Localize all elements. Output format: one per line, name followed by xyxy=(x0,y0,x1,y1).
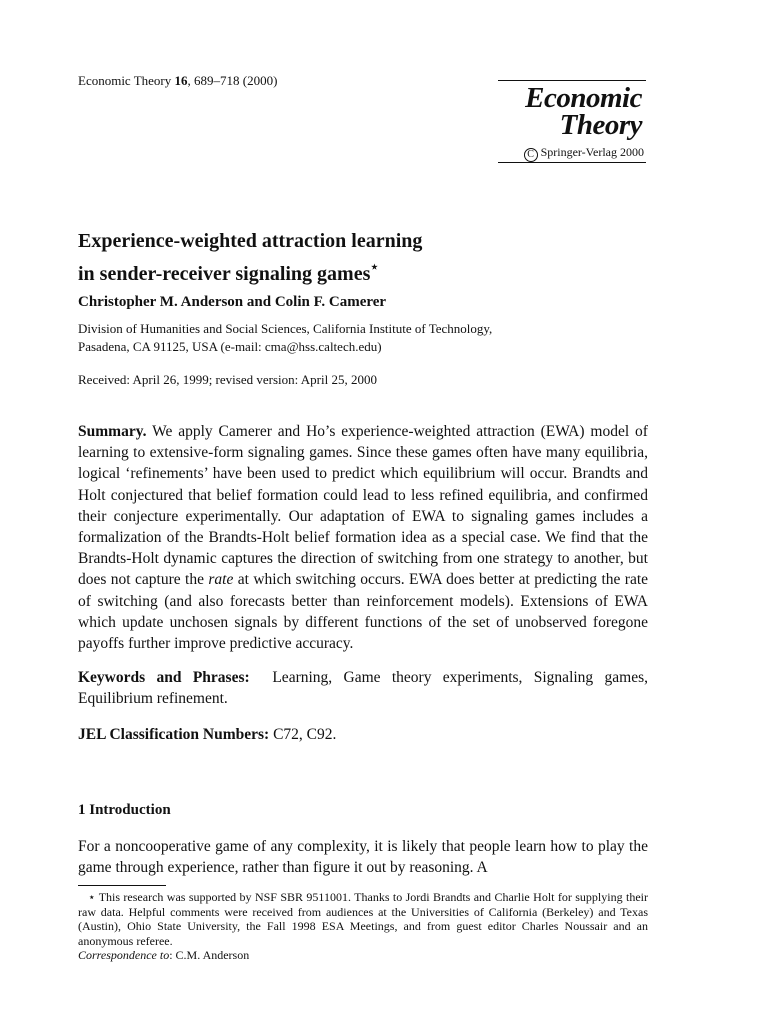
footnote-mark: ⋆ xyxy=(88,890,96,904)
logo-copyright xyxy=(524,145,644,162)
correspondence-label: Correspondence to xyxy=(78,948,170,962)
journal-logo xyxy=(498,80,646,170)
copyright-icon: C xyxy=(524,148,538,162)
logo-top-rule xyxy=(498,80,646,81)
affiliation-line-2: Pasadena, CA 91125, USA (e-mail: cma@hss.caltech.edu) xyxy=(78,339,382,354)
journal-volume: 16 xyxy=(174,73,188,88)
received-dates: Received: April 26, 1999; revised version: April 25, 2000 xyxy=(78,372,377,387)
title-footnote-mark: ⋆ xyxy=(370,259,379,274)
article-title xyxy=(78,228,422,287)
journal-citation xyxy=(78,73,277,89)
keywords-paragraph xyxy=(78,667,648,709)
section-heading-introduction: 1 Introduction xyxy=(78,802,171,818)
jel-classification xyxy=(78,726,336,744)
journal-name: Economic Theory xyxy=(78,73,172,88)
summary-text-b: at which switching occurs. EWA does better at predicting the rate of switching (and also forecasts better than reinforcement models). Extensions of EWA which update unchosen signals by different functions of the set of unobserved foregone payoffs further improve predictive accuracy. xyxy=(78,571,649,653)
logo-word-economic: Economic xyxy=(525,82,642,114)
footnote xyxy=(78,890,648,948)
keywords-label: Keywords and Phrases: xyxy=(78,669,250,686)
journal-pages: , 689–718 (2000) xyxy=(187,73,278,88)
footnote-text: This research was supported by NSF SBR 9511001. Thanks to Jordi Brandts and Charlie Holt for supplying their raw data. Helpful comments were received from audiences at the Universities of California (Berkeley) and Texas (Austin), Ohio State University, the Fall 1998 ESA Meetings, and from guest editor Charles Noussair and an anonymous referee. xyxy=(78,890,648,948)
summary-label: Summary. xyxy=(78,423,147,440)
summary-text-a: We apply Camerer and Ho’s experience-weighted attraction (EWA) model of learning to extensive-form signaling games. Since these games often have many equilibria, logical ‘refinements’ have been used to predict which equilibrium will occur. Brandts and Holt conjectured that belief formation could lead to less refined equilibria, and confirmed their conjecture experimentally. Our adaptation of EWA to signaling games includes a formalization of the Brandts-Holt belief formation idea as a special case. We find that the Brandts-Holt dynamic captures the direction of switching from one strategy to another, but does not capture the xyxy=(78,423,648,589)
logo-bottom-rule xyxy=(498,162,646,163)
summary-emphasis-rate: rate xyxy=(208,571,234,589)
footnote-rule xyxy=(78,885,166,886)
summary-paragraph xyxy=(78,421,648,654)
title-line-2: in sender-receiver signaling games xyxy=(78,263,371,285)
authors: Christopher M. Anderson and Colin F. Camerer xyxy=(78,294,387,310)
title-line-1: Experience-weighted attraction learning xyxy=(78,230,423,252)
affiliation xyxy=(78,320,492,356)
jel-codes: C72, C92. xyxy=(273,726,337,743)
copyright-text: Springer-Verlag 2000 xyxy=(540,145,644,159)
jel-label: JEL Classification Numbers: xyxy=(78,726,270,743)
logo-word-theory: Theory xyxy=(559,109,642,141)
correspondence xyxy=(78,948,249,963)
correspondence-name: : C.M. Anderson xyxy=(169,948,250,962)
introduction-paragraph: For a noncooperative game of any complexity, it is likely that people learn how to play the game through experience, rather than figure it out by reasoning. A xyxy=(78,838,648,876)
keywords-text: Learning, Game theory experiments, Signaling games, Equilibrium refinement. xyxy=(78,669,648,707)
affiliation-line-1: Division of Humanities and Social Sciences, California Institute of Technology, xyxy=(78,321,493,336)
